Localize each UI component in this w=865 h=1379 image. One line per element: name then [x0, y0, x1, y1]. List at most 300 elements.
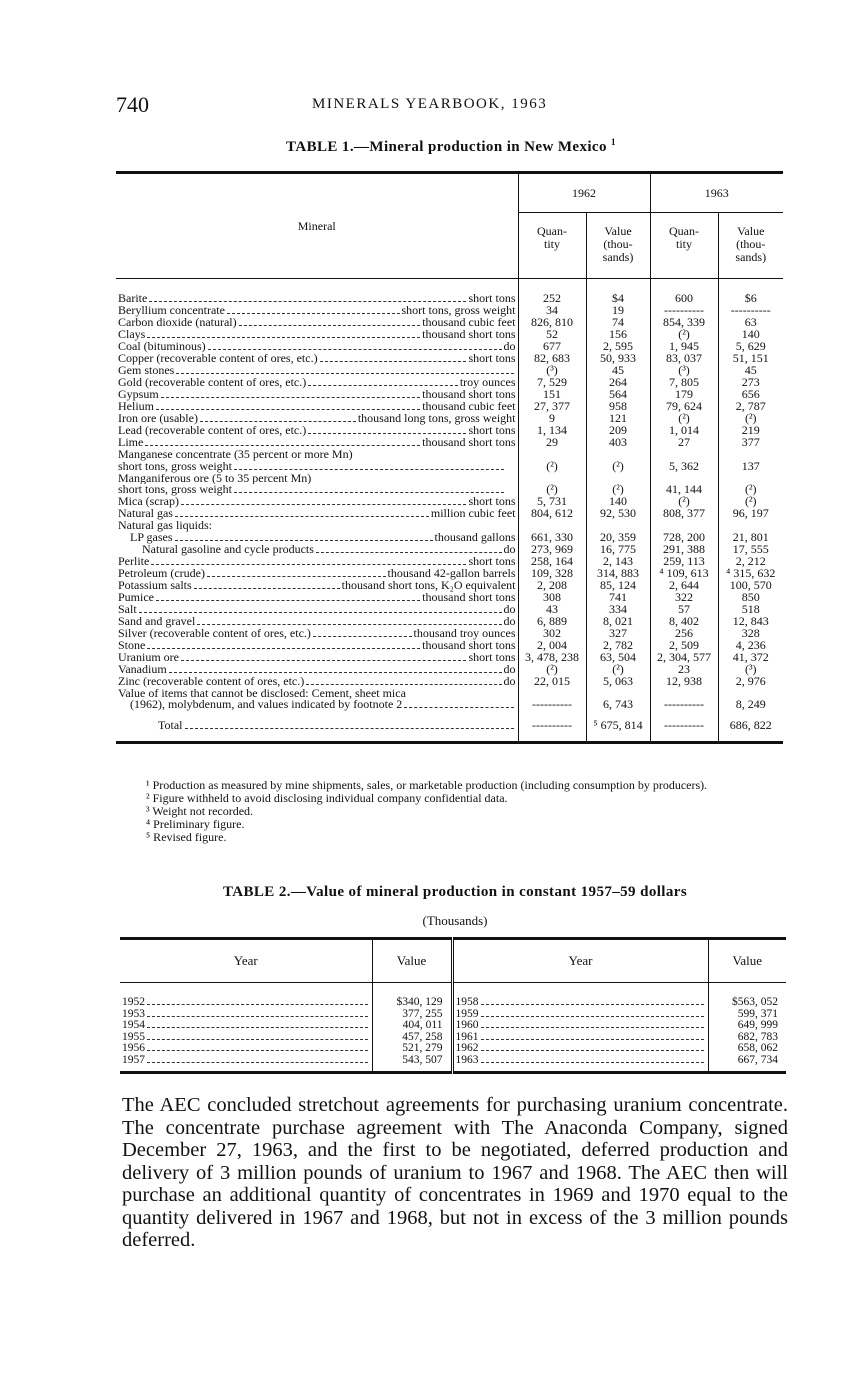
mineral-name: Vanadium: [118, 663, 167, 676]
quantity-1962: 7, 529: [518, 377, 586, 389]
quantity-1962: 82, 683: [518, 353, 586, 365]
mineral-name: Perlite: [118, 555, 150, 568]
mineral-name: Beryllium concentrate: [118, 305, 225, 317]
quantity-1963: ⁴ 109, 613: [650, 568, 718, 580]
row-label: [118, 341, 516, 353]
value-1963: 850: [741, 591, 760, 604]
quantity-1962: 22, 015: [518, 676, 586, 688]
leader-dots: [147, 1016, 368, 1017]
value-1963: 2, 787: [735, 401, 766, 413]
unit: troy ounces: [459, 377, 516, 389]
row-label: [118, 556, 516, 568]
col-header-1963: 1963: [650, 173, 783, 213]
unit: short tons, gross weight: [401, 305, 516, 317]
t2-col-value-left: Value: [372, 939, 452, 983]
table-row: [116, 484, 783, 496]
table-row: [116, 365, 783, 377]
unit: short tons: [468, 496, 516, 508]
unit: do: [503, 341, 516, 353]
quantity-1962: 1, 134: [518, 425, 586, 437]
table-row: [116, 496, 783, 508]
leader-dots: [306, 684, 501, 685]
value-1962: 8, 021: [586, 616, 650, 628]
quantity-1963: 5, 362: [650, 461, 718, 473]
row-label: [118, 652, 516, 664]
table-row: [116, 688, 783, 700]
mineral-name: Sand and gravel: [118, 615, 196, 628]
value-1962: (²): [586, 484, 650, 496]
table-row: [116, 652, 783, 664]
mineral-name: Lime: [118, 437, 144, 449]
mineral-name: LP gases: [130, 531, 173, 544]
quantity-1963: ----------: [650, 699, 718, 711]
quantity-1963: ----------: [650, 305, 718, 317]
quantity-1962: 302: [518, 628, 586, 640]
leader-dots: [176, 373, 513, 374]
leader-dots: [481, 1027, 704, 1028]
quantity-1962: 34: [518, 305, 586, 317]
leader-dots: [175, 516, 429, 517]
table-row: [116, 544, 783, 556]
value-1962: 50, 933: [586, 353, 650, 365]
footnote-3: ³ Weight not recorded.: [146, 804, 254, 818]
leader-dots: [181, 660, 467, 661]
mineral-name: Gold (recoverable content of ores, etc.): [118, 377, 307, 389]
row-label: [118, 532, 516, 544]
unit: thousand troy ounces: [413, 627, 516, 640]
row-label: [118, 544, 516, 556]
leader-dots: [481, 1050, 704, 1051]
quantity-1963: 179: [650, 389, 718, 401]
row-label: [456, 1043, 706, 1055]
row-label: [118, 640, 516, 652]
quantity-1962: 258, 164: [518, 556, 586, 568]
col-header-mineral: Mineral: [116, 173, 518, 279]
quantity-1963: 256: [650, 628, 718, 640]
quantity-1963: 41, 144: [650, 484, 718, 496]
row-label: [118, 628, 516, 640]
table-row: [116, 341, 783, 353]
table-row: [116, 461, 783, 473]
year: 1963: [455, 1053, 479, 1066]
value-1963: (²): [744, 484, 757, 496]
quantity-1963: 1, 014: [650, 425, 718, 437]
value-1963: 2, 212: [735, 555, 766, 568]
leader-dots: [169, 672, 502, 673]
quantity-1963: 600: [650, 293, 718, 305]
quantity-1962: 677: [518, 341, 586, 353]
footnote-2: ² Figure withheld to avoid disclosing individual company confidential data.: [146, 791, 508, 805]
value-1963: ----------: [730, 305, 771, 317]
mineral-name: Silver (recoverable content of ores, etc.): [118, 627, 311, 640]
row-label: [456, 1020, 706, 1032]
mineral-name: short tons, gross weight: [118, 484, 232, 496]
row-label: [118, 425, 516, 437]
unit: thousand cubic feet: [422, 401, 516, 413]
quantity-1962: 252: [518, 293, 586, 305]
table-row: [116, 699, 783, 711]
unit: do: [503, 543, 516, 556]
value-1962: 45: [586, 365, 650, 377]
value: 457, 258: [372, 1032, 452, 1044]
col-header-quantity-1962: Quan- tity: [518, 213, 586, 279]
row-label: [118, 377, 516, 389]
quantity-1963: 2, 304, 577: [650, 652, 718, 664]
row-label: [158, 720, 516, 732]
table-row: [116, 604, 783, 616]
value-1962: (²): [586, 664, 650, 676]
value: 649, 999: [737, 1019, 778, 1031]
unit: do: [503, 675, 516, 688]
quantity-1962: (²): [518, 484, 586, 496]
leader-dots: [149, 301, 466, 302]
row-label: [122, 997, 370, 1009]
year: 1962: [455, 1042, 479, 1054]
table-row: [116, 377, 783, 389]
quantity-1963: 259, 113: [650, 556, 718, 568]
row-label: [118, 389, 516, 401]
table-row: [116, 592, 783, 604]
leader-dots: [156, 600, 420, 601]
quantity-1963: 27: [650, 437, 718, 449]
year: 1957: [122, 1053, 145, 1066]
value-1962: 74: [586, 317, 650, 329]
value-1963: 686, 822: [718, 711, 783, 743]
row-label: [456, 997, 706, 1009]
value-1962: 327: [586, 628, 650, 640]
leader-dots: [161, 397, 420, 398]
value-1963: (³): [744, 663, 757, 676]
row-label: [118, 592, 516, 604]
table-row: [116, 437, 783, 449]
row-label: [118, 676, 516, 688]
quantity-1963: (²): [650, 413, 718, 425]
value-1963: 96, 197: [732, 508, 769, 520]
quantity-1963: 57: [650, 604, 718, 616]
quantity-1962: 2, 208: [518, 580, 586, 592]
value-1963: 137: [741, 460, 760, 473]
table-row: [116, 353, 783, 365]
row-label: [118, 401, 516, 413]
mineral-name: Pumice: [118, 591, 154, 604]
unit: thousand cubic feet: [422, 317, 516, 329]
spacer-row: [120, 983, 786, 998]
row-label: [456, 1055, 706, 1067]
quantity-1962: (²): [518, 461, 586, 473]
row-label: [122, 1043, 370, 1055]
quantity-1962: 52: [518, 329, 586, 341]
value-1963: 518: [741, 603, 760, 616]
table1-caption: [116, 137, 786, 156]
unit: do: [503, 603, 516, 616]
value-1963: 41, 372: [732, 651, 769, 664]
quantity-1963: 2, 644: [650, 580, 718, 592]
value-1962: 121: [586, 413, 650, 425]
mineral-name: Potassium salts: [118, 579, 192, 592]
leader-dots: [151, 564, 466, 565]
value-1962: 2, 782: [586, 640, 650, 652]
quantity-1963: (²): [650, 496, 718, 508]
leader-dots: [227, 313, 400, 314]
leader-dots: [208, 349, 502, 350]
value-1963: (²): [744, 496, 757, 508]
table-row: [116, 305, 783, 317]
quantity-1962: ----------: [518, 699, 586, 711]
quantity-1962: 29: [518, 437, 586, 449]
value-1963: 12, 843: [732, 615, 769, 628]
quantity-1962: ----------: [518, 711, 586, 743]
value-1962: 5, 063: [586, 676, 650, 688]
table-row: [116, 329, 783, 341]
col-header-1962: 1962: [518, 173, 650, 213]
table-row: [116, 664, 783, 676]
leader-dots: [239, 325, 421, 326]
page-header: [116, 92, 786, 118]
table1-caption-text: TABLE 1.—Mineral production in New Mexico: [286, 139, 607, 155]
quantity-1962: 3, 478, 238: [518, 652, 586, 664]
value-1962: 85, 124: [586, 580, 650, 592]
row-label: [118, 353, 516, 365]
table-row: [116, 556, 783, 568]
year: 1959: [455, 1007, 479, 1020]
leader-dots: [234, 492, 504, 493]
mineral-name: Manganese concentrate (35 percent or more Mn): [118, 449, 353, 461]
quantity-1962: 2, 004: [518, 640, 586, 652]
mineral-name: Value of items that cannot be disclosed: Cement, sheet mica: [118, 687, 406, 699]
value: 682, 783: [737, 1030, 778, 1043]
unit: short tons: [468, 651, 516, 664]
quantity-1962: 308: [518, 592, 586, 604]
row-label: [118, 604, 516, 616]
value-1962: 2, 595: [586, 341, 650, 353]
col-header-value-1963: Value (thou- sands): [718, 213, 783, 279]
year: 1960: [455, 1019, 479, 1031]
value-1962: $4: [586, 293, 650, 305]
t2-col-year-right: Year: [452, 939, 708, 983]
quantity-1963: 854, 339: [650, 317, 718, 329]
unit: do: [503, 663, 516, 676]
value-1963: 63: [744, 317, 757, 329]
mineral-name: Zinc (recoverable content of ores, etc.): [118, 675, 305, 688]
footnote-5: ⁵ Revised figure.: [146, 830, 227, 844]
quantity-1962: 273, 969: [518, 544, 586, 556]
leader-dots: [481, 1039, 704, 1040]
unit: thousand short tons: [422, 591, 516, 604]
unit: short tons: [468, 425, 516, 437]
body-paragraph: The AEC concluded stretchout agreements for purchasing uranium concentrate. The concentrate purchase agreement with The Anaconda Company, signed December 27, 1963, and the first to be negotiated, deferred production and delivery of 3 million pounds of uranium to 1967 and 1968. The AEC then will purchase an additional quantity of concentrates in 1969 and 1970 equal to the quantity delivered in 1967 and 1968, but not in excess of the 3 million pounds deferred.: [122, 1094, 788, 1251]
quantity-1962: (³): [518, 365, 586, 377]
mineral-name: Iron ore (usable): [118, 413, 198, 425]
value-1962: 92, 530: [586, 508, 650, 520]
row-label: [118, 329, 516, 341]
quantity-1963: 83, 037: [650, 353, 718, 365]
t2-col-year-left: Year: [120, 939, 372, 983]
row-label: [118, 293, 516, 305]
quantity-1963: 79, 624: [650, 401, 718, 413]
mineral-name: Stone: [118, 639, 146, 652]
leader-dots: [175, 540, 433, 541]
table-row: [120, 1032, 786, 1044]
year: 1952: [122, 996, 145, 1008]
value-1962: 741: [586, 592, 650, 604]
mineral-name: Copper (recoverable content of ores, etc.): [118, 353, 318, 365]
mineral-name: Lead (recoverable content of ores, etc.): [118, 425, 307, 437]
leader-dots: [316, 552, 502, 553]
value: $340, 129: [372, 997, 452, 1009]
quantity-1962: 27, 377: [518, 401, 586, 413]
col-header-quantity-1963: Quan- tity: [650, 213, 718, 279]
quantity-1962: 9: [518, 413, 586, 425]
table-row: [116, 676, 783, 688]
quantity-1963: (³): [650, 365, 718, 377]
leader-dots: [200, 421, 356, 422]
value: 658, 062: [737, 1042, 778, 1054]
value-1963: 140: [741, 329, 760, 341]
year: 1958: [455, 996, 479, 1008]
unit: do: [503, 615, 516, 628]
value-1963: 51, 151: [732, 353, 769, 365]
mineral-name: Salt: [118, 603, 137, 616]
row-label: [122, 1055, 370, 1067]
quantity-1962: 826, 810: [518, 317, 586, 329]
value-1962: 334: [586, 604, 650, 616]
mineral-name: (1962), molybdenum, and values indicated by footnote 2: [130, 699, 403, 711]
leader-dots: [404, 707, 513, 708]
leader-dots: [147, 1039, 368, 1040]
leader-dots: [308, 385, 458, 386]
quantity-1962: (²): [518, 664, 586, 676]
unit: thousand short tons: [422, 639, 516, 652]
value-1962: 209: [586, 425, 650, 437]
running-title: MINERALS YEARBOOK, 1963: [312, 96, 548, 112]
table2-subcaption: (Thousands): [422, 913, 488, 928]
leader-dots: [156, 409, 420, 410]
value: 667, 734: [708, 1055, 786, 1073]
mineral-name: Barite: [118, 293, 148, 305]
t2-col-value-right: Value: [708, 939, 786, 983]
leader-dots: [147, 1027, 368, 1028]
leader-dots: [481, 1016, 704, 1017]
col-header-value-1962: Value (thou- sands): [586, 213, 650, 279]
quantity-1963: 12, 938: [650, 676, 718, 688]
spacer-row: [116, 279, 783, 294]
mineral-name: Manganiferous ore (5 to 35 percent Mn): [118, 472, 312, 484]
quantity-1962: 6, 889: [518, 616, 586, 628]
table-row: [120, 1043, 786, 1055]
value-1963: 656: [741, 389, 760, 401]
value-1963: 377: [741, 437, 760, 449]
unit: short tons: [468, 555, 516, 568]
year: 1954: [122, 1019, 145, 1031]
row-label: [118, 508, 516, 520]
year: 1955: [122, 1030, 145, 1043]
value-1963: 45: [744, 365, 757, 377]
mineral-name: Gem stones: [118, 365, 175, 377]
table-row: [116, 425, 783, 437]
quantity-1962: 109, 328: [518, 568, 586, 580]
value-1963: 21, 801: [732, 531, 769, 544]
quantity-1963: 728, 200: [650, 532, 718, 544]
quantity-1963: ----------: [650, 711, 718, 743]
table-row: [116, 449, 783, 461]
quantity-1962: 5, 731: [518, 496, 586, 508]
value-1962: 2, 143: [586, 556, 650, 568]
table-row: [120, 1055, 786, 1073]
quantity-1962: 43: [518, 604, 586, 616]
row-label: [118, 305, 516, 317]
value-1963: 2, 976: [735, 675, 766, 688]
row-label: [118, 317, 516, 329]
year: 1956: [122, 1042, 145, 1054]
value-1963: 219: [741, 425, 760, 437]
mineral-name: Natural gas liquids:: [118, 520, 212, 532]
table-row: [116, 413, 783, 425]
row-label: [118, 484, 516, 496]
table-row: [116, 532, 783, 544]
unit: short tons: [468, 293, 516, 305]
value-1962: 140: [586, 496, 650, 508]
leader-dots: [194, 588, 340, 589]
value-1962: 6, 743: [586, 699, 650, 711]
value-1963: ⁴ 315, 632: [726, 567, 776, 580]
leader-dots: [197, 624, 501, 625]
total-row: [116, 711, 783, 743]
row-label: [118, 699, 516, 711]
leader-dots: [139, 612, 502, 613]
row-label: [118, 580, 516, 592]
row-label: [122, 1020, 370, 1032]
mineral-name: short tons, gross weight: [118, 460, 232, 473]
row-label: [118, 496, 516, 508]
mineral-name: Natural gas: [118, 508, 173, 520]
table-row: [116, 473, 783, 485]
leader-dots: [147, 1004, 368, 1005]
unit: thousand gallons: [434, 531, 516, 544]
unit: thousand short tons, K₂O equivalent: [341, 579, 516, 592]
page-number: 740: [116, 92, 149, 117]
quantity-1963: 322: [650, 592, 718, 604]
leader-dots: [234, 469, 504, 470]
leader-dots: [185, 728, 514, 729]
value: 377, 255: [372, 1009, 452, 1021]
value-1962: 19: [586, 305, 650, 317]
constant-dollar-table: [120, 937, 786, 1074]
value-1963: 328: [741, 627, 760, 640]
quantity-1963: 8, 402: [650, 616, 718, 628]
table-row: [116, 640, 783, 652]
quantity-1963: (²): [650, 329, 718, 341]
value-1962: 156: [586, 329, 650, 341]
table-row: [120, 1009, 786, 1021]
mineral-name: Natural gasoline and cycle products: [142, 543, 314, 556]
year: 1953: [122, 1007, 145, 1020]
row-label: [456, 1009, 706, 1021]
value: 521, 279: [372, 1043, 452, 1055]
leader-dots: [147, 1062, 368, 1063]
mineral-production-table: [116, 171, 783, 744]
row-label: [118, 413, 516, 425]
quantity-1962: 151: [518, 389, 586, 401]
value: 543, 507: [372, 1055, 452, 1073]
value-1962: 403: [586, 437, 650, 449]
mineral-name: Uranium ore: [118, 651, 179, 664]
row-label: [118, 616, 516, 628]
table-row: [120, 1020, 786, 1032]
value-1963: 273: [741, 377, 760, 389]
quantity-1963: 2, 509: [650, 640, 718, 652]
leader-dots: [147, 648, 420, 649]
leader-dots: [145, 445, 420, 446]
